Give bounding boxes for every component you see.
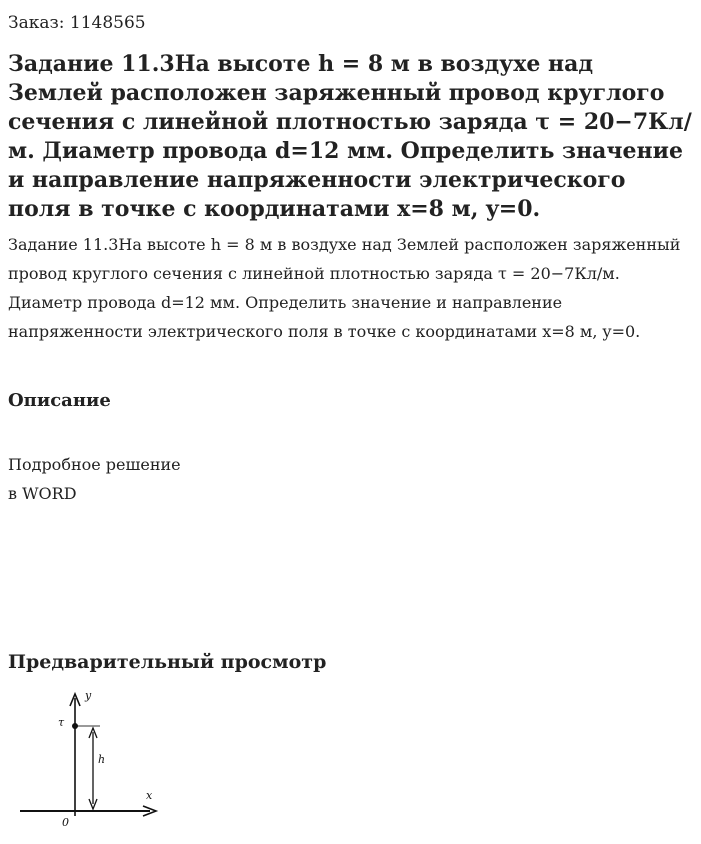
description-line-2: в WORD (8, 484, 77, 503)
charge-label: τ (58, 716, 65, 729)
preview-figure (18, 686, 168, 831)
description-heading: Описание (8, 390, 111, 411)
description-line-1: Подробное решение (8, 455, 181, 474)
preview-diagram (18, 686, 168, 831)
preview-heading: Предварительный просмотр (8, 651, 327, 673)
x-axis-label: x (146, 789, 153, 802)
origin-label: 0 (62, 816, 69, 829)
task-text: Задание 11.3На высоте h = 8 м в воздухе над Землей расположен заряженный провод круглого сечения с линейной плотностью заряда τ = 20−7Кл/м. Диаметр провода d=12 мм. Определить значение и направление напряженности электрического поля в точке с координатами x=8 м, y=0. (8, 235, 681, 341)
page-title: Задание 11.3На высоте h = 8 м в воздухе над Землей расположен заряженный провод круглого сечения с линейной плотностью заряда τ = 20−7Кл/м. Диаметр провода d=12 мм. Определить значение и направление напряженности электрического поля в точке с координатами x=8 м, y=0. (8, 51, 692, 222)
order-number: Заказ: 1148565 (8, 13, 146, 33)
charge-point (72, 723, 78, 729)
description-body (8, 450, 181, 508)
height-label: h (98, 753, 106, 766)
y-axis-label: y (85, 689, 92, 702)
